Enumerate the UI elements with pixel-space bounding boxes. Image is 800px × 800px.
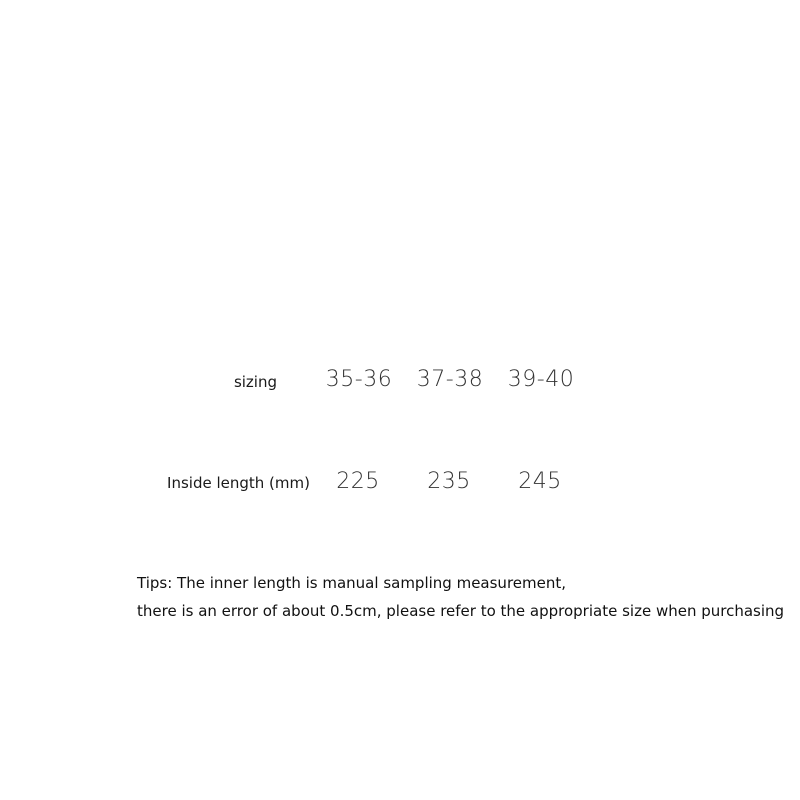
- tips-line-1: Tips: The inner length is manual sampling measurement,: [137, 574, 567, 592]
- tips-line-2: there is an error of about 0.5cm, please refer to the appropriate size when purchasing: [137, 602, 785, 620]
- size-cell: 39-40: [507, 367, 575, 392]
- sizing-label: sizing: [233, 373, 277, 391]
- inside-length-label: Inside length (mm): [167, 474, 310, 492]
- size-cell: 35-36: [325, 367, 393, 392]
- tips-note: [137, 569, 787, 625]
- length-cell: 225: [336, 469, 380, 494]
- length-cell: 235: [427, 469, 471, 494]
- length-cell: 245: [518, 469, 562, 494]
- size-cell: 37-38: [416, 367, 484, 392]
